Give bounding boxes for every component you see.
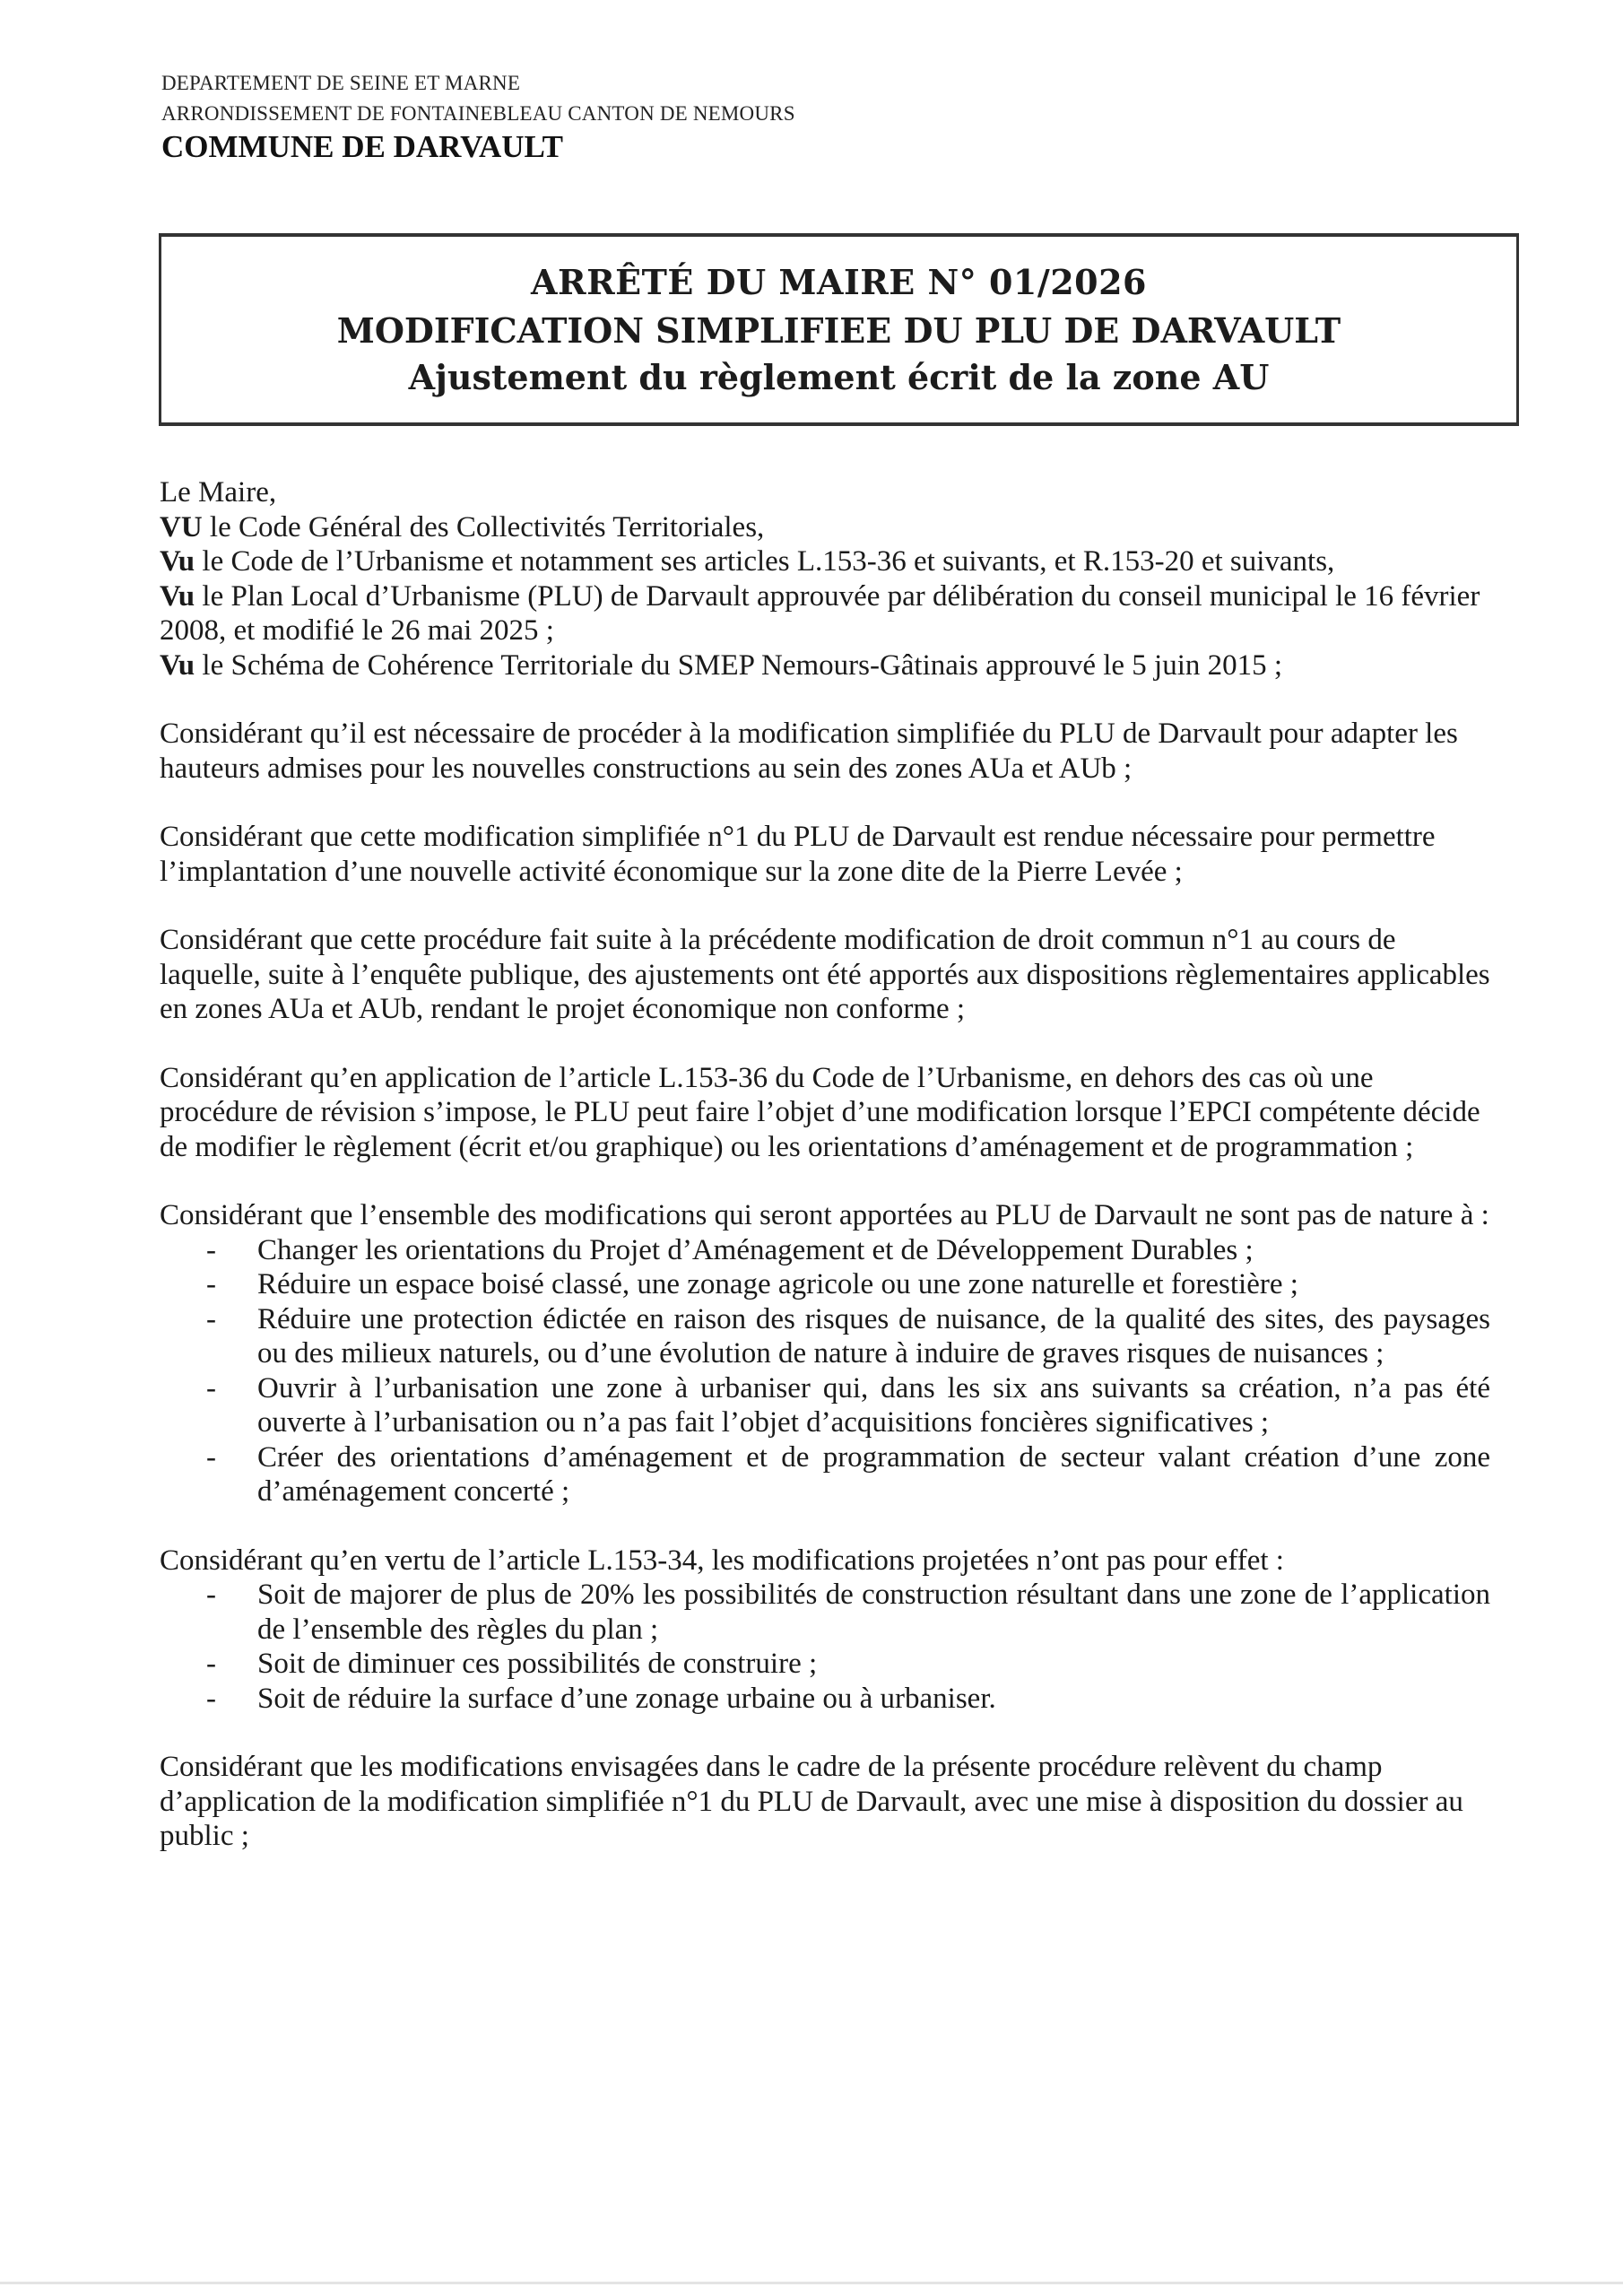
title-box (159, 233, 1519, 426)
dash-bullet-icon: - (206, 1268, 216, 1300)
considerant: Considérant que cette modification simplifiée n°1 du PLU de Darvault est rendue nécessaire pour permettre l’implantation d’une nouvelle activité économique sur la zone dite de la Pierre Levée ; (160, 821, 1436, 888)
opening: Le Maire, (160, 476, 277, 509)
visa-lead: Vu (160, 545, 195, 578)
list-item (160, 1302, 1490, 1371)
department-line: DEPARTEMENT DE SEINE ET MARNE (161, 72, 521, 94)
list-item (160, 1440, 1490, 1509)
conditions-list (160, 1233, 1490, 1509)
visa (160, 510, 1490, 545)
visa-lead: VU (160, 510, 203, 544)
considerant: Considérant qu’il est nécessaire de procéder à la modification simplifiée du PLU de Darvault pour adapter les hauteurs admises pour les nouvelles constructions au sein des zones AUa et AUb ; (160, 718, 1458, 785)
list-item-text: Soit de majorer de plus de 20% les possibilités de construction résultant dans une zone de l’application de l’ensemble des règles du plan ; (257, 1578, 1490, 1646)
dash-bullet-icon: - (206, 1578, 216, 1611)
considerant: Considérant que cette procédure fait suite à la précédente modification de droit commun n°1 au cours de laquelle, suite à l’enquête publique, des ajustements ont été apportés aux dispositions règlementaires applicables en zones AUa et AUb, rendant le projet économique non conforme ; (160, 924, 1490, 1025)
list-item (160, 1682, 1490, 1717)
decree-subject: MODIFICATION SIMPLIFIEE DU PLU DE DARVAULT (336, 310, 1341, 351)
visa (160, 579, 1490, 648)
visa-lead: Vu (160, 648, 195, 682)
visa-text: le Code de l’Urbanisme et notamment ses articles L.153-36 et suivants, et R.153-20 et suivants, (195, 545, 1335, 578)
letterhead (161, 68, 795, 165)
dash-bullet-icon: - (206, 1302, 216, 1335)
list-item-text: Réduire un espace boisé classé, une zonage agricole ou une zone naturelle et forestière ; (257, 1268, 1298, 1300)
list-item-text: Soit de diminuer ces possibilités de construire ; (257, 1648, 818, 1680)
visa-text: le Plan Local d’Urbanisme (PLU) de Darvault approuvée par délibération du conseil municipal le 16 février 2008, et modifié le 26 mai 2025 ; (160, 579, 1480, 647)
considerant-intro: Considérant qu’en vertu de l’article L.153-34, les modifications projetées n’ont pas pour effet : (160, 1544, 1284, 1577)
list-item (160, 1233, 1490, 1268)
dash-bullet-icon: - (206, 1371, 216, 1405)
visa-text: le Code Général des Collectivités Territoriales, (202, 510, 765, 544)
arrondissement-line: ARRONDISSEMENT DE FONTAINEBLEAU CANTON DE NEMOURS (161, 102, 795, 125)
visa (160, 648, 1490, 683)
dash-bullet-icon: - (206, 1440, 216, 1474)
decree-subtitle: Ajustement du règlement écrit de la zone AU (408, 357, 1270, 397)
dash-bullet-icon: - (206, 1648, 216, 1680)
effects-list (160, 1578, 1490, 1716)
list-item (160, 1267, 1490, 1302)
list-item (160, 1371, 1490, 1440)
list-item-text: Changer les orientations du Projet d’Aménagement et de Développement Durables ; (257, 1233, 1254, 1266)
visa-text: le Schéma de Cohérence Territoriale du SMEP Nemours-Gâtinais approuvé le 5 juin 2015 ; (195, 648, 1283, 682)
list-item-text: Soit de réduire la surface d’une zonage urbaine ou à urbaniser. (257, 1682, 996, 1715)
list-item-text: Créer des orientations d’aménagement et de programmation de secteur valant création d’une zone d’aménagement concerté ; (257, 1440, 1490, 1508)
commune-name: COMMUNE DE DARVAULT (161, 129, 563, 164)
decree-number: ARRÊTÉ DU MAIRE N° 01/2026 (531, 262, 1147, 302)
decree-body (160, 475, 1490, 1854)
list-item (160, 1647, 1490, 1682)
considerant-intro: Considérant que l’ensemble des modifications qui seront apportées au PLU de Darvault ne sont pas de nature à : (160, 1199, 1489, 1231)
visa-lead: Vu (160, 579, 195, 613)
list-item (160, 1578, 1490, 1647)
visa (160, 544, 1490, 579)
scan-edge-divider (0, 2282, 1623, 2284)
list-item-text: Réduire une protection édictée en raison des risques de nuisance, de la qualité des sites, des paysages ou des milieux naturels, ou d’une évolution de nature à induire de graves risques de nuisances ; (257, 1302, 1490, 1370)
considerant: Considérant qu’en application de l’article L.153-36 du Code de l’Urbanisme, en dehors des cas où une procédure de révision s’impose, le PLU peut faire l’objet d’une modification lorsque l’EPCI compétente décide de modifier le règlement (écrit et/ou graphique) ou les orientations d’aménagement et de programmation ; (160, 1061, 1480, 1163)
considerant: Considérant que les modifications envisagées dans le cadre de la présente procédure relèvent du champ d’application de la modification simplifiée n°1 du PLU de Darvault, avec une mise à disposition du dossier au public ; (160, 1751, 1463, 1852)
dash-bullet-icon: - (206, 1233, 216, 1266)
list-item-text: Ouvrir à l’urbanisation une zone à urbaniser qui, dans les six ans suivants sa création, n’a pas été ouverte à l’urbanisation ou n’a pas fait l’objet d’acquisitions foncières significatives ; (257, 1371, 1490, 1439)
dash-bullet-icon: - (206, 1682, 216, 1715)
